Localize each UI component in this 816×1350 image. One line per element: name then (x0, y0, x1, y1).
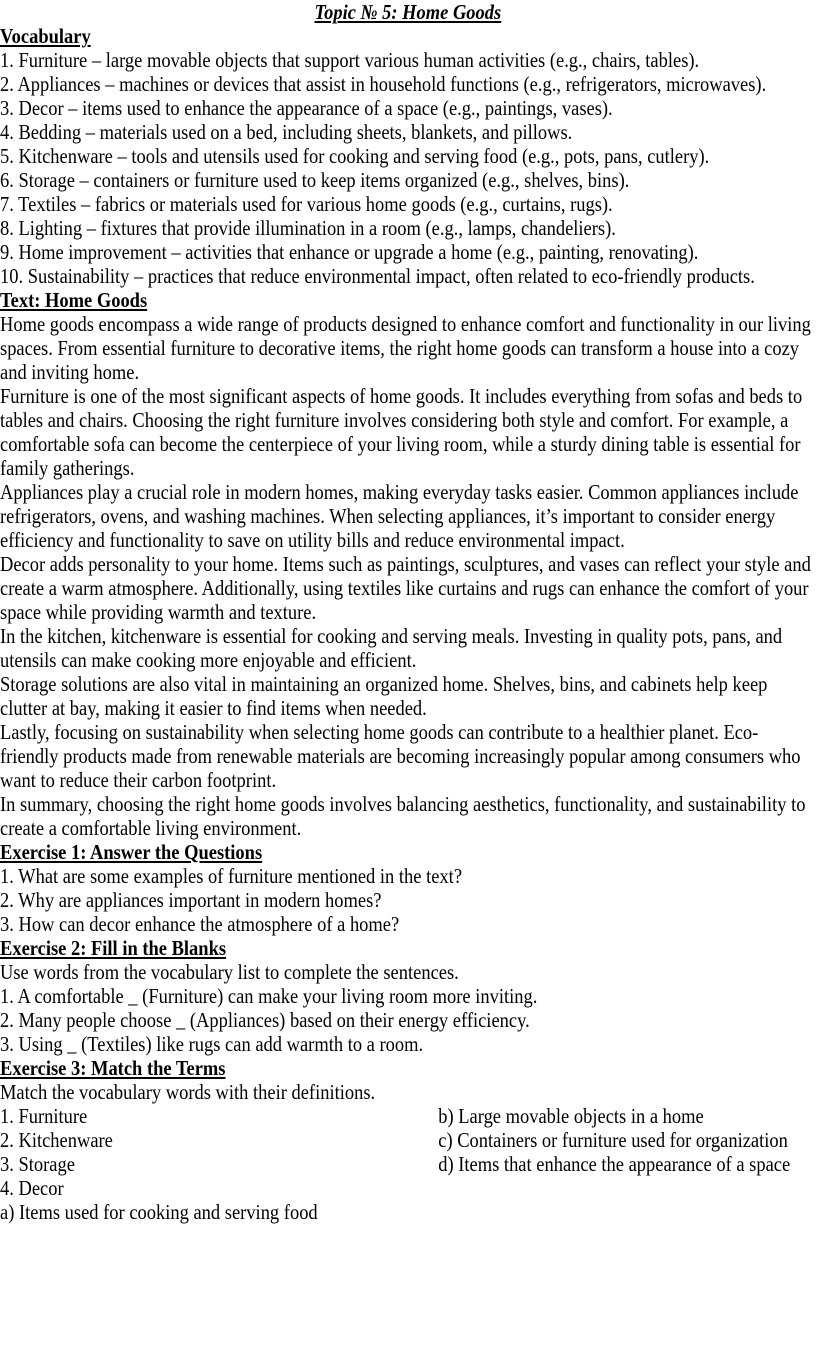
text-paragraph: Home goods encompass a wide range of products designed to enhance comfort and functionality in our living spaces. From essential furniture to decorative items, the right home goods can transform a house into a cozy and inviting home. (0, 312, 811, 384)
term-item: a) Items used for cooking and serving food (0, 1200, 318, 1224)
text-paragraph: Lastly, focusing on sustainability when selecting home goods can contribute to a healthier planet. Eco-friendly products made from renewable materials are becoming increasingly popular among consumers who want to reduce their carbon footprint. (0, 720, 801, 792)
vocabulary-item: 8. Lighting – fixtures that provide illumination in a room (e.g., lamps, chandeliers). (0, 216, 616, 240)
question-item: 1. What are some examples of furniture mentioned in the text? (0, 864, 463, 888)
exercise1-heading: Exercise 1: Answer the Questions (0, 840, 263, 864)
definitions-column (438, 1104, 816, 1224)
terms-column (0, 1104, 438, 1224)
text-paragraph: In the kitchen, kitchenware is essential for cooking and serving meals. Investing in quality pots, pans, and utensils can make cooking more enjoyable and efficient. (0, 624, 783, 672)
exercise2-instruction: Use words from the vocabulary list to complete the sentences. (0, 960, 459, 984)
text-paragraph: In summary, choosing the right home goods involves balancing aesthetics, functionality, and sustainability to create a comfortable living environment. (0, 792, 806, 840)
text-paragraph: Storage solutions are also vital in maintaining an organized home. Shelves, bins, and cabinets help keep clutter at bay, making it easier to find items when needed. (0, 672, 768, 720)
exercise3-heading: Exercise 3: Match the Terms (0, 1056, 226, 1080)
question-item: 3. How can decor enhance the atmosphere of a home? (0, 912, 400, 936)
vocabulary-item: 6. Storage – containers or furniture used to keep items organized (e.g., shelves, bins). (0, 168, 630, 192)
term-item: 2. Kitchenware (0, 1128, 113, 1152)
definition-item: b) Large movable objects in a home (438, 1104, 704, 1128)
text-paragraph: Appliances play a crucial role in modern homes, making everyday tasks easier. Common appliances include refrigerators, ovens, and washing machines. When selecting appliances, it’s important to consider energy efficiency and functionality to save on utility bills and reduce environmental impact. (0, 480, 799, 552)
vocabulary-heading: Vocabulary (0, 24, 91, 48)
question-item: 2. Why are appliances important in modern homes? (0, 888, 382, 912)
definition-item: c) Containers or furniture used for organization (438, 1128, 788, 1152)
text-paragraph: Furniture is one of the most significant aspects of home goods. It includes everything from sofas and beds to tables and chairs. Choosing the right furniture involves considering both style and comfort. For example, a comfortable sofa can become the centerpiece of your living room, while a sturdy dining table is essential for family gatherings. (0, 384, 803, 480)
blank-item: 1. A comfortable _ (Furniture) can make your living room more inviting. (0, 984, 538, 1008)
term-item: 1. Furniture (0, 1104, 88, 1128)
exercise3-instruction: Match the vocabulary words with their definitions. (0, 1080, 376, 1104)
vocabulary-item: 2. Appliances – machines or devices that assist in household functions (e.g., refrigerators, microwaves). (0, 72, 767, 96)
text-heading: Text: Home Goods (0, 288, 148, 312)
vocabulary-item: 10. Sustainability – practices that reduce environmental impact, often related to eco-friendly products. (0, 264, 755, 288)
term-item: 3. Storage (0, 1152, 75, 1176)
exercise2-heading: Exercise 2: Fill in the Blanks (0, 936, 227, 960)
text-paragraph: Decor adds personality to your home. Items such as paintings, sculptures, and vases can reflect your style and create a warm atmosphere. Additionally, using textiles like curtains and rugs can enhance the comfort of your space while providing warmth and texture. (0, 552, 811, 624)
vocabulary-item: 1. Furniture – large movable objects that support various human activities (e.g., chairs, tables). (0, 48, 700, 72)
term-item: 4. Decor (0, 1176, 64, 1200)
blank-item: 2. Many people choose _ (Appliances) based on their energy efficiency. (0, 1008, 530, 1032)
page-title: Topic № 5: Home Goods (314, 0, 502, 24)
vocabulary-item: 3. Decor – items used to enhance the appearance of a space (e.g., paintings, vases). (0, 96, 613, 120)
vocabulary-item: 5. Kitchenware – tools and utensils used for cooking and serving food (e.g., pots, pans, cutlery). (0, 144, 710, 168)
vocabulary-item: 9. Home improvement – activities that enhance or upgrade a home (e.g., painting, renovating). (0, 240, 699, 264)
match-columns (0, 1104, 816, 1224)
blank-item: 3. Using _ (Textiles) like rugs can add warmth to a room. (0, 1032, 424, 1056)
definition-item: d) Items that enhance the appearance of a space (438, 1152, 791, 1176)
vocabulary-item: 7. Textiles – fabrics or materials used for various home goods (e.g., curtains, rugs). (0, 192, 613, 216)
vocabulary-item: 4. Bedding – materials used on a bed, including sheets, blankets, and pillows. (0, 120, 573, 144)
